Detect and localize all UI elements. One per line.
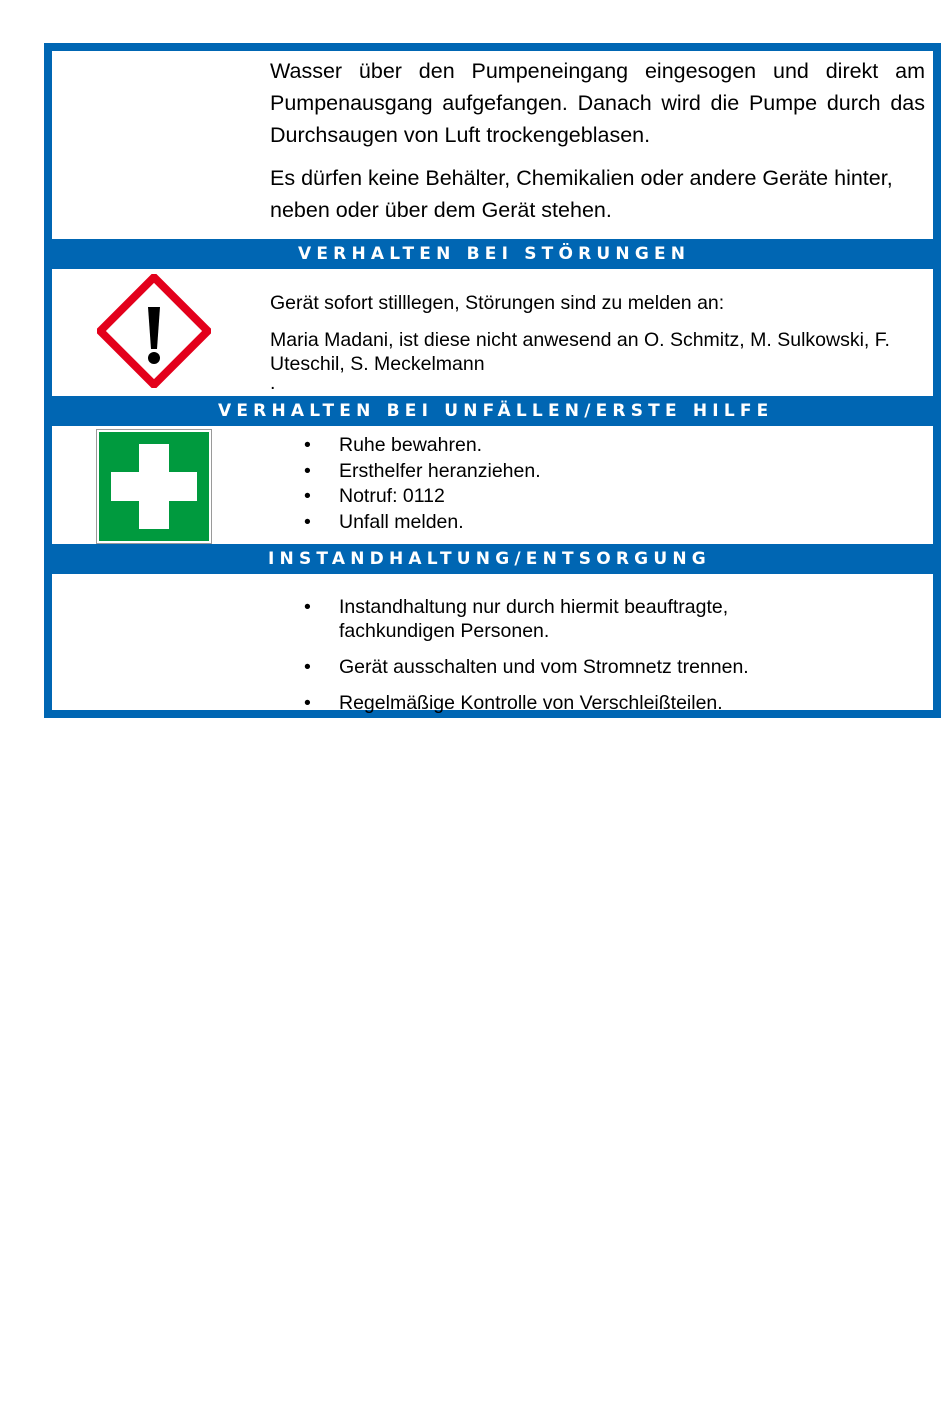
list-item: • Notruf: 0112 — [304, 485, 445, 507]
list-item: • Unfall melden. — [304, 510, 464, 533]
intro-paragraph-2: Es dürfen keine Behälter, Chemikalien oder andere Geräte hinter, neben oder über dem Gerät stehen. — [270, 166, 893, 222]
first-aid-cross-icon — [96, 429, 212, 549]
list-item: • Ruhe bewahren. — [304, 434, 483, 456]
operating-instructions-panel — [44, 43, 941, 718]
intro-section — [270, 55, 925, 226]
list-item: • Regelmäßige Kontrolle von Verschleißteilen. — [304, 692, 723, 714]
section-header-erste-hilfe: VERHALTEN BEI UNFÄLLEN/ERSTE HILFE — [52, 396, 933, 426]
list-item: • Ersthelfer heranziehen. — [304, 459, 541, 482]
stoerungen-dot: . — [270, 372, 276, 394]
stoerungen-instruction: Gerät sofort stilllegen, Störungen sind zu melden an: — [270, 292, 725, 314]
intro-paragraph-1: Wasser über den Pumpeneingang eingesogen und direkt am Pumpenausgang aufgefangen. Danach wird die Pumpe durch das Durchsaugen von Luft trockengeblasen. — [270, 59, 925, 147]
stoerungen-text — [270, 291, 925, 394]
erste-hilfe-list-wrap — [270, 433, 925, 535]
hazard-exclamation-icon — [97, 274, 211, 393]
instandhaltung-list — [270, 595, 925, 715]
list-item: • Instandhaltung nur durch hiermit beauftragte, fachkundigen Personen. — [304, 596, 729, 642]
section-header-instandhaltung: INSTANDHALTUNG/ENTSORGUNG — [52, 544, 933, 574]
erste-hilfe-list — [270, 433, 925, 535]
stoerungen-contacts: Maria Madani, ist diese nicht anwesend an O. Schmitz, M. Sulkowski, F. Uteschil, S. Meckelmann — [270, 329, 890, 375]
instandhaltung-list-wrap — [270, 595, 925, 715]
list-item: • Gerät ausschalten und vom Stromnetz trennen. — [304, 656, 749, 678]
section-header-stoerungen: VERHALTEN BEI STÖRUNGEN — [52, 239, 933, 269]
